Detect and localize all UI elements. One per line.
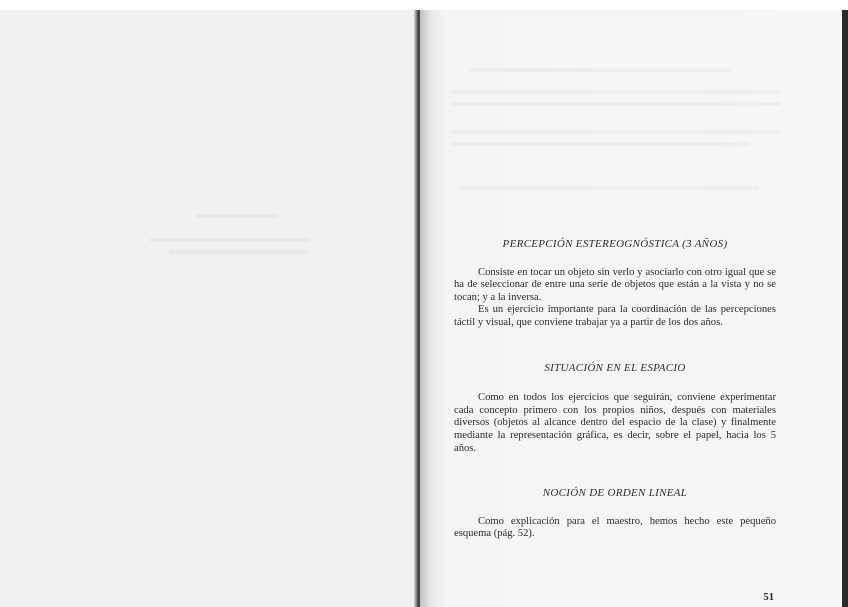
- left-page-blank: [0, 10, 418, 607]
- scan-right-edge: [842, 10, 848, 607]
- show-through-mark: [196, 214, 278, 218]
- show-through-mark: [168, 250, 308, 254]
- show-through-mark: [450, 142, 750, 146]
- section-heading: SITUACIÓN EN EL ESPACIO: [544, 361, 686, 374]
- section-heading: NOCIÓN DE ORDEN LINEAL: [542, 487, 688, 500]
- show-through-mark: [450, 90, 780, 94]
- page-content: [454, 238, 776, 541]
- scan-top-border: [0, 0, 848, 10]
- show-through-mark: [450, 102, 780, 106]
- section-heading: PERCEPCIÓN ESTEREOGNÓSTICA (3 AÑOS): [502, 238, 728, 250]
- show-through-mark: [470, 68, 730, 72]
- body-paragraph: Es un ejercicio importante para la coordinación de las percepciones táctil y visual, que conviene trabajar ya a partir de los dos años.: [454, 304, 776, 328]
- show-through-mark: [450, 130, 780, 134]
- page-number: 51: [763, 592, 774, 603]
- body-paragraph: Consiste en tocar un objeto sin verlo y asociarlo con otro igual que se ha de seleccionar de entre una serie de objetos que están a la vista y no se tocan; y a la inversa.: [454, 266, 776, 303]
- show-through-mark: [460, 186, 760, 190]
- body-paragraph: Como explicación para el maestro, hemos hecho este pequeño esquema (pág. 52).: [454, 515, 776, 540]
- show-through-mark: [150, 238, 310, 242]
- body-paragraph: Como en todos los ejercicios que seguirán, conviene experimentar cada concepto primero con los propios niños, después con materiales diversos (objetos al alcance dentro del espacio de la clase) y finalmente mediante la representación gráfica, es decir, sobre el papel, hacia los 5 años.: [454, 392, 776, 454]
